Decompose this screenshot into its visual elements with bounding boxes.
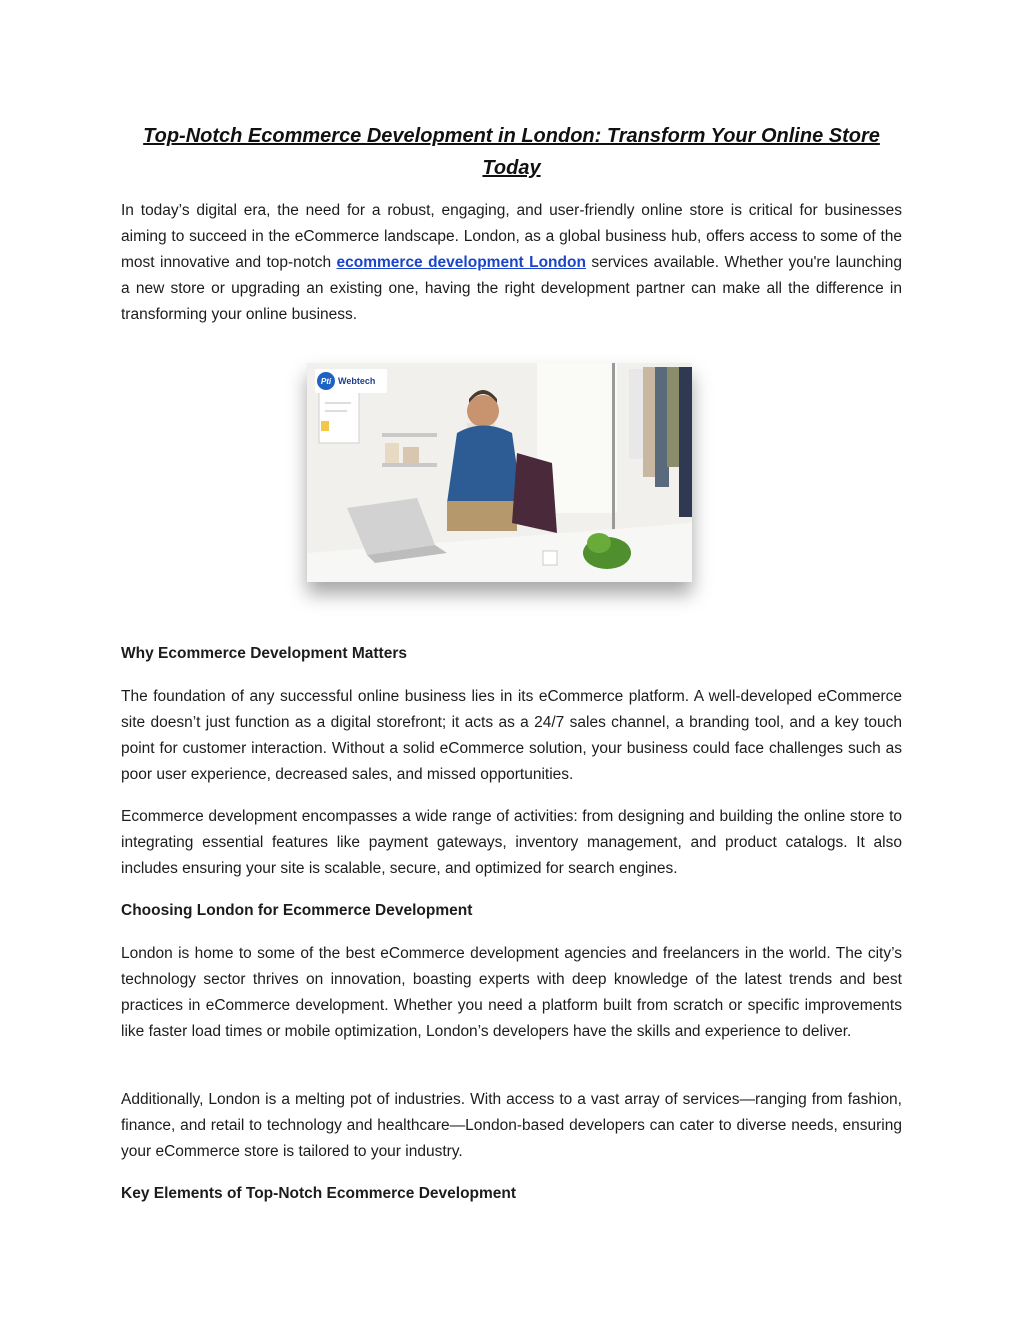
intro-text-after-link: services available. Whether you're launching a new store or upgrading an existing one, having the right development partner can make all the difference in transforming your online business. xyxy=(121,254,902,323)
section-heading-key-elements: Key Elements of Top-Notch Ecommerce Development xyxy=(121,1185,517,1202)
intro-text-before-link: In today’s digital era, the need for a robust, engaging, and user-friendly online store is critical for businesses aiming to succeed in the eCommerce landscape. London, as a global business hub, offers access to some of the most innovative and top-notch xyxy=(121,202,902,271)
section-paragraph: London is home to some of the best eCommerce development agencies and freelancers in the world. The city’s technology sector thrives on innovation, boasting experts with deep knowledge of the latest trends and best practices in eCommerce development. Whether you need a platform built from scratch or specific improvements like faster load times or mobile optimization, London’s developers have the skills and experience to deliver. xyxy=(121,945,902,1040)
page-title: Top-Notch Ecommerce Development in London: Transform Your Online Store Today xyxy=(143,125,880,179)
section-paragraph: Additionally, London is a melting pot of industries. With access to a vast array of services—ranging from fashion, finance, and retail to technology and healthcare—London-based developers can cater to diverse needs, ensuring your eCommerce store is tailored to your industry. xyxy=(121,1091,902,1160)
section-heading-choosing-london: Choosing London for Ecommerce Development xyxy=(121,902,473,919)
company-logo xyxy=(315,369,387,393)
section-heading-why: Why Ecommerce Development Matters xyxy=(121,645,407,662)
article-photo xyxy=(307,363,692,582)
section-paragraph: Ecommerce development encompasses a wide range of activities: from designing and building the online store to integrating essential features like payment gateways, inventory management, and product catalogs. It also includes ensuring your site is scalable, secure, and optimized for search engines. xyxy=(121,808,902,877)
intro-paragraph xyxy=(121,198,902,328)
section-paragraph: The foundation of any successful online business lies in its eCommerce platform. A well-developed eCommerce site doesn’t just function as a digital storefront; it acts as a 24/7 sales channel, a branding tool, and a key touch point for customer interaction. Without a solid eCommerce solution, your business could face challenges such as poor user experience, decreased sales, and missed opportunities. xyxy=(121,688,902,783)
ecommerce-development-london-link[interactable]: ecommerce development London xyxy=(336,254,586,271)
logo-text: Webtech xyxy=(338,376,376,386)
office-scene-illustration xyxy=(307,363,692,582)
logo-mark-icon: Pti xyxy=(317,372,335,390)
